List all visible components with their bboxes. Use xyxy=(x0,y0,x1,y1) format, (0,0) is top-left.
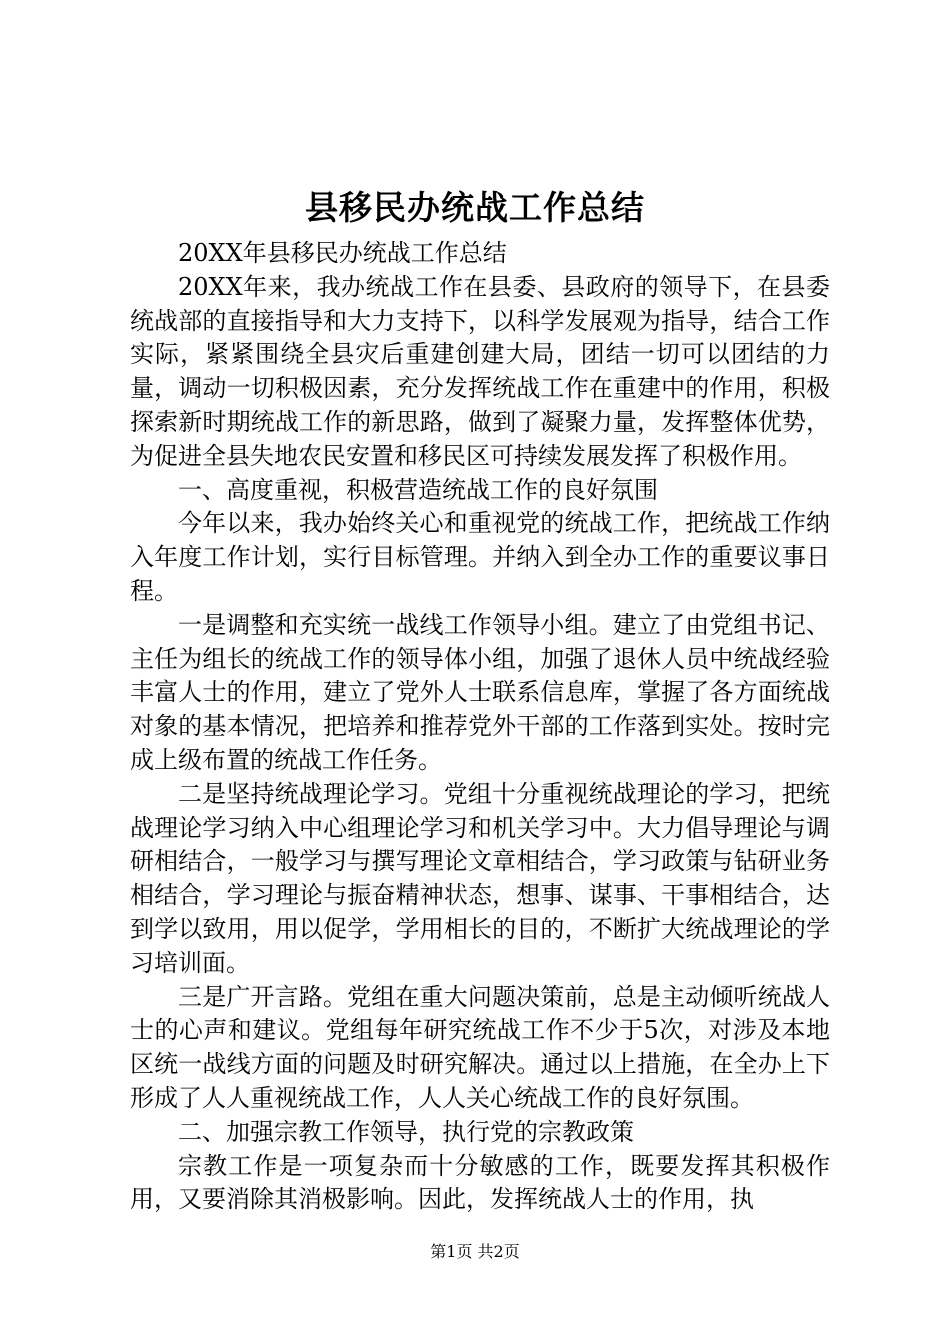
paragraph-subtitle: 20XX年县移民办统战工作总结 xyxy=(178,239,507,267)
paragraph: 宗教工作是一项复杂而十分敏感的工作，既要发挥其积极作用，又要消除其消极影响。因此，发挥统战人士的作用，执 xyxy=(130,1151,830,1214)
document-title: 县移民办统战工作总结 xyxy=(305,188,645,227)
paragraph-intro: 20XX年来，我办统战工作在县委、县政府的领导下，在县委统战部的直接指导和大力支持下，以科学发展观为指导，结合工作实际，紧紧围绕全县灾后重建创建大局，团结一切可以团结的力量，调动一切积极因素，充分发挥统战工作在重建中的作用，积极探索新时期统战工作的新思路，做到了凝聚力量，发挥整体优势，为促进全县失地农民安置和移民区可持续发展发挥了积极作用。 xyxy=(130,272,830,470)
paragraph: 二是坚持统战理论学习。党组十分重视统战理论的学习，把统战理论学习纳入中心组理论学习和机关学习中。大力倡导理论与调研相结合，一般学习与撰写理论文章相结合，学习政策与钻研业务相结合，学习理论与振奋精神状态，想事、谋事、干事相结合，达到学以致用，用以促学，学用相长的目的，不断扩大统战理论的学习培训面。 xyxy=(130,779,830,977)
paragraph: 一是调整和充实统一战线工作领导小组。建立了由党组书记、主任为组长的统战工作的领导体小组，加强了退休人员中统战经验丰富人士的作用，建立了党外人士联系信息库，掌握了各方面统战对象的基本情况，把培养和推荐党外干部的工作落到实处。按时完成上级布置的统战工作任务。 xyxy=(130,610,830,774)
section-heading-1: 一、高度重视，积极营造统战工作的良好氛围 xyxy=(178,475,658,504)
page-footer: 第1页 共2页 xyxy=(430,1242,520,1261)
section-heading-2: 二、加强宗教工作领导，执行党的宗教政策 xyxy=(178,1117,634,1146)
document-body xyxy=(130,237,830,1217)
paragraph: 三是广开言路。党组在重大问题决策前，总是主动倾听统战人士的心声和建议。党组每年研究统战工作不少于5次，对涉及本地区统一战线方面的问题及时研究解决。通过以上措施，在全办上下形成了人人重视统战工作，人人关心统战工作的良好氛围。 xyxy=(130,982,830,1112)
paragraph: 今年以来，我办始终关心和重视党的统战工作，把统战工作纳入年度工作计划，实行目标管理。并纳入到全办工作的重要议事日程。 xyxy=(130,509,830,605)
